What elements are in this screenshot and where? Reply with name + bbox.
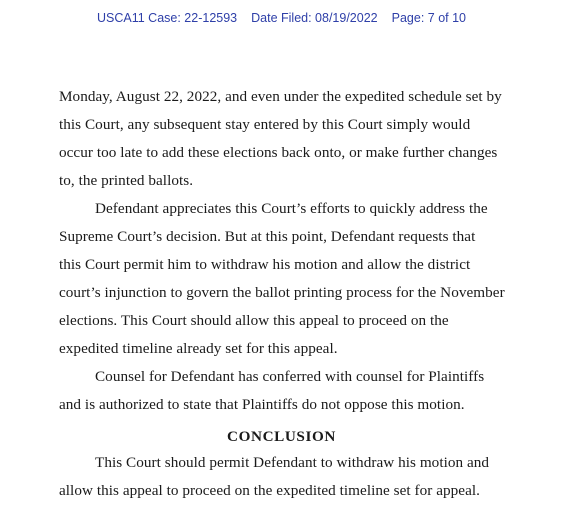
body-line: to, the printed ballots. bbox=[59, 172, 194, 189]
conclusion-line: This Court should permit Defendant to withdraw his motion and bbox=[95, 454, 490, 471]
conclusion-line: allow this appeal to proceed on the expedited timeline set for appeal. bbox=[59, 482, 481, 499]
case-number: USCA11 Case: 22-12593 bbox=[97, 11, 238, 25]
body-line: Monday, August 22, 2022, and even under the expedited schedule set by bbox=[59, 88, 502, 105]
body-line: and is authorized to state that Plaintiffs do not oppose this motion. bbox=[59, 396, 465, 413]
body-line: this Court, any subsequent stay entered by this Court simply would bbox=[59, 116, 471, 133]
body-line: expedited timeline already set for this appeal. bbox=[59, 340, 338, 357]
date-filed: Date Filed: 08/19/2022 bbox=[251, 11, 378, 25]
page-number: Page: 7 of 10 bbox=[391, 11, 466, 25]
body-line: court’s injunction to govern the ballot printing process for the November bbox=[59, 284, 505, 301]
body-line: this Court permit him to withdraw his motion and allow the district bbox=[59, 256, 471, 273]
body-line: Defendant appreciates this Court’s efforts to quickly address the bbox=[95, 200, 488, 217]
body-line: Counsel for Defendant has conferred with counsel for Plaintiffs bbox=[95, 368, 485, 385]
body-line: occur too late to add these elections back onto, or make further changes bbox=[59, 144, 498, 161]
conclusion-heading: CONCLUSION bbox=[227, 428, 336, 445]
body-line: elections. This Court should allow this appeal to proceed on the bbox=[59, 312, 449, 329]
body-line: Supreme Court’s decision. But at this point, Defendant requests that bbox=[59, 228, 476, 245]
case-header bbox=[0, 11, 563, 25]
